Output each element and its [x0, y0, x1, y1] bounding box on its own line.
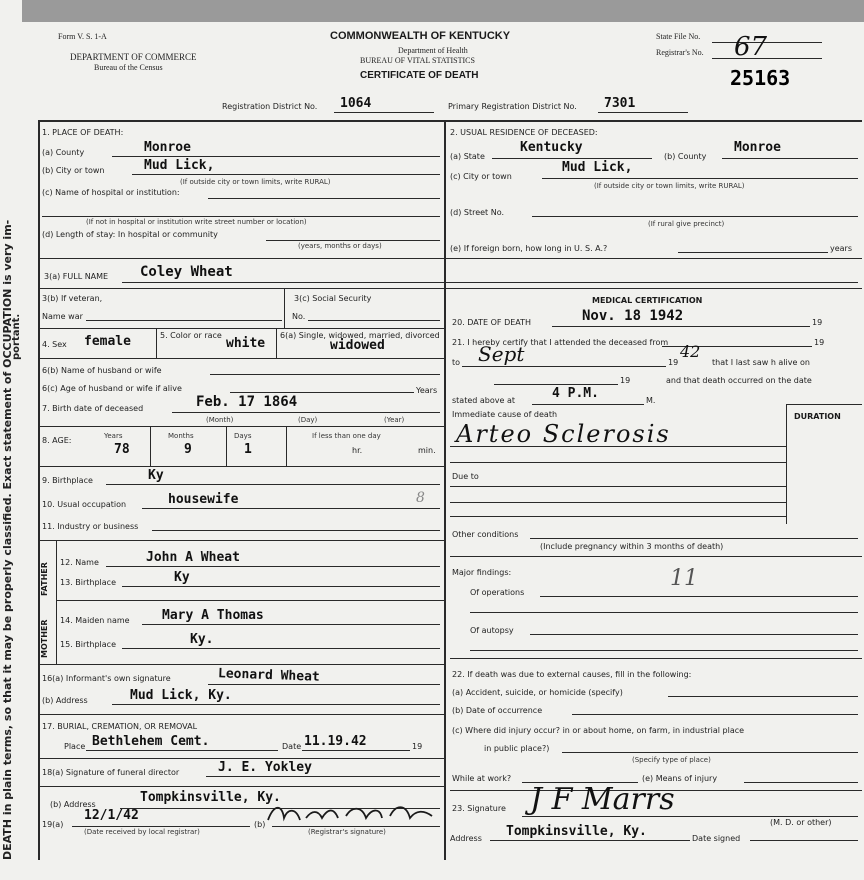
reg-district: 1064	[340, 96, 372, 111]
coder-mark-11: 11	[670, 566, 698, 591]
occupation: housewife	[168, 492, 239, 507]
death-city-note: (If outside city or town limits, write RURAL)	[180, 178, 331, 186]
birth-date-label: 7. Birth date of deceased	[42, 404, 144, 413]
bureau-census: Bureau of the Census	[94, 63, 163, 72]
funeral-label: 18(a) Signature of funeral director	[42, 768, 180, 777]
father-birthplace: Ky	[174, 570, 190, 585]
age-months-header: Months	[168, 432, 194, 440]
age-husband-label: 6(c) Age of husband or wife if alive	[42, 384, 182, 393]
occupation-label: 10. Usual occupation	[42, 500, 127, 509]
certify-19: 19	[814, 338, 825, 347]
res-city: Mud Lick,	[562, 160, 633, 175]
mother-tag: MOTHER	[40, 619, 49, 658]
date-received-number: 19(a)	[42, 820, 64, 829]
date-received-label: (Date received by local registrar)	[84, 828, 200, 836]
to-label: to	[452, 358, 461, 367]
father-name: John A Wheat	[146, 550, 240, 565]
other-conditions-label: Other conditions	[452, 530, 519, 539]
father-name-label: 12. Name	[60, 558, 99, 567]
name-war-label: Name war	[42, 312, 83, 321]
certify-label: 21. I hereby certify that I attended the deceased from	[452, 338, 669, 347]
left-margin	[0, 0, 22, 880]
date-signed-label: Date signed	[692, 834, 741, 843]
death-county-label: (a) County	[42, 148, 85, 157]
major-findings-label: Major findings:	[452, 568, 512, 577]
street-label: (d) Street No.	[450, 208, 504, 217]
saw-19: 19	[620, 376, 631, 385]
death-date: Nov. 18 1942	[582, 308, 684, 324]
while-at-work-label: While at work?	[452, 774, 512, 783]
color-label: 5. Color or race	[160, 331, 222, 340]
marital-status: widowed	[330, 338, 385, 353]
res-county: Monroe	[734, 140, 781, 155]
time-of-death: 4 P.M.	[552, 386, 599, 401]
husband-label: 6(b) Name of husband or wife	[42, 366, 162, 375]
funeral-director: J. E. Yokley	[218, 760, 312, 775]
specify-place-note: (Specify type of place)	[632, 756, 711, 764]
res-county-label: (b) County	[664, 152, 707, 161]
where-label: (c) Where did injury occur? in or about home, on farm, in industrial place	[452, 726, 745, 735]
informant-address-label: (b) Address	[42, 696, 88, 705]
margin-instructions: DEATH in plain terms, so that it may be properly classified. Exact statement of OCCUPATION is very im-	[1, 219, 14, 860]
certificate-title: CERTIFICATE OF DEATH	[360, 70, 479, 81]
hr-label: hr.	[352, 446, 363, 455]
public-place-label: in public place?)	[484, 744, 550, 753]
age-months: 9	[184, 442, 192, 457]
informant-label: 16(a) Informant's own signature	[42, 674, 171, 683]
dept-commerce: DEPARTMENT OF COMMERCE	[70, 52, 197, 62]
dept-health: Department of Health	[398, 46, 468, 55]
m-label: M.	[646, 396, 656, 405]
burial-19: 19	[412, 742, 423, 751]
form-number: Form V. S. 1-A	[58, 32, 107, 41]
funeral-address: Tompkinsville, Ky.	[140, 790, 281, 805]
medical-title: MEDICAL CERTIFICATION	[592, 296, 703, 305]
hospital-note: (If not in hospital or institution write street number or location)	[86, 218, 307, 226]
death-certificate	[22, 22, 864, 880]
md-label: (M. D. or other)	[770, 818, 832, 827]
external-causes-label: 22. If death was due to external causes, fill in the following:	[452, 670, 692, 679]
attended-to: Sept	[478, 342, 525, 366]
res-city-note: (If outside city or town limits, write RURAL)	[594, 182, 745, 190]
bureau-vital: BUREAU OF VITAL STATISTICS	[360, 56, 475, 65]
birth-date: Feb. 17 1864	[196, 394, 298, 410]
sex: female	[84, 334, 131, 349]
year-label: (Year)	[384, 416, 405, 424]
state-title: COMMONWEALTH OF KENTUCKY	[330, 30, 511, 42]
physician-signature: J F Marrs	[530, 782, 675, 817]
birthplace: Ky	[148, 468, 164, 483]
mother-birthplace-label: 15. Birthplace	[60, 640, 116, 649]
death-date-19: 19	[812, 318, 823, 327]
day-label: (Day)	[298, 416, 318, 424]
less-than-day: If less than one day	[312, 432, 381, 440]
color-race: white	[226, 336, 266, 351]
date-received: 12/1/42	[84, 808, 139, 823]
signer-address: Tompkinsville, Ky.	[506, 824, 647, 839]
registrar-sig-number: (b)	[254, 820, 266, 829]
death-date-label: 20. DATE OF DEATH	[452, 318, 532, 327]
social-security-label: 3(c) Social Security	[294, 294, 372, 303]
residence-label: 2. USUAL RESIDENCE OF DECEASED:	[450, 128, 598, 137]
age-years-header: Years	[104, 432, 123, 440]
signer-address-label: Address	[450, 834, 482, 843]
father-tag: FATHER	[40, 562, 49, 596]
primary-district: 7301	[604, 96, 636, 111]
to-19: 19	[668, 358, 679, 367]
primary-district-label: Primary Registration District No.	[448, 102, 577, 111]
month-label: (Month)	[206, 416, 234, 424]
hospital-label: (c) Name of hospital or institution:	[42, 188, 180, 197]
state-file-label: State File No.	[656, 32, 701, 41]
burial-place: Bethlehem Cemt.	[92, 734, 210, 749]
mother-birthplace: Ky.	[190, 632, 214, 647]
funeral-address-label: (b) Address	[50, 800, 96, 809]
burial-label: 17. BURIAL, CREMATION, OR REMOVAL	[42, 722, 198, 731]
autopsy-label: Of autopsy	[470, 626, 514, 635]
occurrence-date-label: (b) Date of occurrence	[452, 706, 543, 715]
foreign-years: years	[830, 244, 853, 253]
stated-label: stated above at	[452, 396, 515, 405]
means-label: (e) Means of injury	[642, 774, 718, 783]
father-birthplace-label: 13. Birthplace	[60, 578, 116, 587]
occurred-label: and that death occurred on the date	[666, 376, 812, 385]
industry-label: 11. Industry or business	[42, 522, 139, 531]
place-of-death-label: 1. PLACE OF DEATH:	[42, 128, 124, 137]
reg-district-label: Registration District No.	[222, 102, 318, 111]
marital-label: 6(a) Single, widowed, married, divorced	[280, 331, 440, 340]
coder-mark-8: 8	[416, 490, 425, 506]
duration-label: DURATION	[794, 412, 841, 421]
accident-label: (a) Accident, suicide, or homicide (specify)	[452, 688, 623, 697]
ss-no-label: No.	[292, 312, 306, 321]
stay-note: (years, months or days)	[298, 242, 382, 250]
signature-label: 23. Signature	[452, 804, 506, 813]
age-years: 78	[114, 442, 130, 457]
immediate-cause-label: Immediate cause of death	[452, 410, 558, 419]
pregnancy-note: (Include pregnancy within 3 months of death)	[540, 542, 724, 551]
length-of-stay-label: (d) Length of stay: In hospital or community	[42, 230, 218, 239]
operations-label: Of operations	[470, 588, 525, 597]
burial-date-label: Date	[282, 742, 302, 751]
due-to-label: Due to	[452, 472, 479, 481]
file-stamp-number: 25163	[730, 66, 791, 90]
mother-name-label: 14. Maiden name	[60, 616, 130, 625]
death-city: Mud Lick,	[144, 158, 215, 173]
sex-label: 4. Sex	[42, 340, 67, 349]
attended-year: 42	[680, 342, 701, 361]
informant: Leonard Wheat	[217, 666, 320, 685]
age-days: 1	[244, 442, 252, 457]
res-city-label: (c) City or town	[450, 172, 512, 181]
burial-place-label: Place	[64, 742, 86, 751]
last-saw: that I last saw h alive on	[712, 358, 810, 367]
age-husband-years: Years	[416, 386, 438, 395]
death-county: Monroe	[144, 140, 191, 155]
age-label: 8. AGE:	[42, 436, 72, 445]
street-note: (If rural give precinct)	[648, 220, 725, 228]
foreign-label: (e) If foreign born, how long in U. S. A.?	[450, 244, 608, 253]
full-name: Coley Wheat	[140, 264, 233, 280]
veteran-label: 3(b) If veteran,	[42, 294, 103, 303]
birthplace-label: 9. Birthplace	[42, 476, 93, 485]
registrar-signature	[262, 800, 442, 828]
full-name-label: 3(a) FULL NAME	[44, 272, 109, 281]
age-days-header: Days	[234, 432, 252, 440]
burial-date: 11.19.42	[304, 734, 367, 749]
registrar-sig-label: (Registrar's signature)	[308, 828, 386, 836]
margin-instructions-end: portant.	[11, 313, 22, 360]
registrar-label: Registrar's No.	[656, 48, 704, 57]
death-city-label: (b) City or town	[42, 166, 105, 175]
informant-address: Mud Lick, Ky.	[130, 688, 232, 703]
registrar-number: 67	[734, 32, 768, 62]
min-label: min.	[418, 446, 436, 455]
res-state-label: (a) State	[450, 152, 485, 161]
res-state: Kentucky	[520, 140, 583, 155]
mother-name: Mary A Thomas	[162, 608, 264, 623]
immediate-cause: Arteo Sclerosis	[456, 420, 671, 448]
